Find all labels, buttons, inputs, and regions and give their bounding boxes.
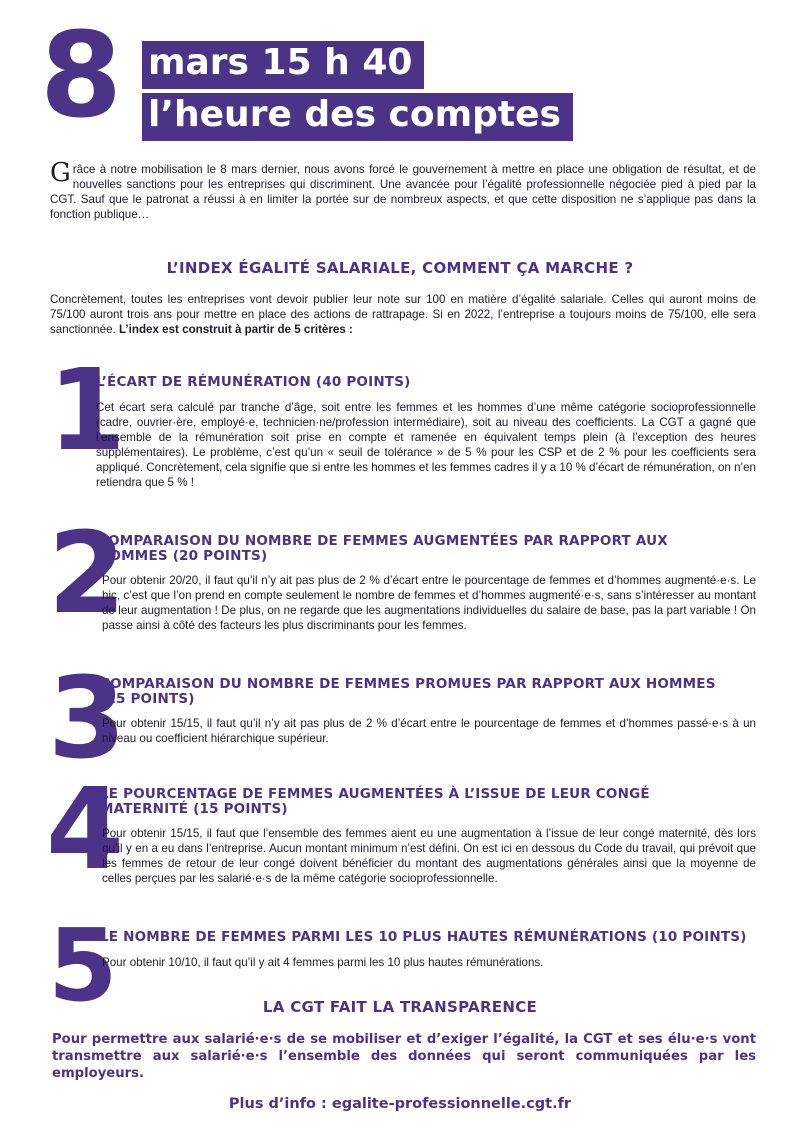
headline-line-2: l’heure des comptes (142, 93, 573, 141)
transparency-section-title: LA CGT FAIT LA TRANSPARENCE (262, 998, 538, 1016)
index-section-title: L’INDEX ÉGALITÉ SALARIALE, COMMENT ÇA MARCHE ? (166, 259, 634, 277)
criterion-3-title: COMPARAISON DU NOMBRE DE FEMMES PROMUES PAR RAPPORT AUX HOMMES (15 POINTS) (100, 676, 716, 707)
criterion-1-number: 1 (48, 346, 126, 476)
criterion-4-title: LE POURCENTAGE DE FEMMES AUGMENTÉES À L’ISSUE DE LEUR CONGÉ MATERNITÉ (15 POINTS) (100, 786, 650, 817)
index-section-paragraph (50, 292, 756, 337)
criterion-2-title: COMPARAISON DU NOMBRE DE FEMMES AUGMENTÉES PAR RAPPORT AUX HOMMES (20 POINTS) (98, 533, 668, 564)
intro-dropcap: G (50, 158, 71, 188)
criterion-2-body: Pour obtenir 20/20, il faut qu’il n’y ait pas plus de 2 % d’écart entre le pourcentage de femmes et d’hommes augmenté·e·s. Le hic, c’est que l’on prend en compte seulement le nombre de femmes et d’hommes augmenté·e·s, sans s’intéresser au montant de leur augmentation ! De plus, on ne regarde que les augmentations individuelles du salaire de base, pas la part variable ! On passe ainsi à côté des facteurs les plus discriminants pour les femmes. (102, 574, 756, 632)
index-section-text-bold: L’index est construit à partir de 5 critères : (118, 323, 353, 336)
intro-text: râce à notre mobilisation le 8 mars dernier, nous avons forcé le gouvernement à mettre en place une obligation de résultat, et de nouvelles sanctions pour les entreprises qui discriminent. Une avancée pour l’égalité professionnelle négociée pied à pied par la CGT. Sauf que le patronat a réussi à en limiter la portée sur de nombreux aspects, et que cette disposition ne s’applique pas dans la fonction publique… (50, 163, 756, 221)
criterion-2-number: 2 (48, 509, 126, 639)
criterion-1-body: Cet écart sera calculé par tranche d’âge, soit entre les femmes et les hommes d’une même catégorie socioprofessionnelle (cadre, ouvrier·ère, employé·e, technicien·ne/profession intermédiaire), soit au niveau des coefficients. La CGT a gagné que l’ensemble de la rémunération soit prise en compte et ramenée en équivalent temps plein (à l’exception des heures supplémentaires). Le problème, c’est qu’un « seuil de tolérance » de 5 % pour les CSP et de 2 % pour les coefficients sera appliqué. Concrètement, cela signifie que si entre les hommes et les femmes cadres il y a 10 % d’écart de rémunération, on n’en retiendra que 5 % ! (96, 401, 756, 489)
criterion-1-title: L’ÉCART DE RÉMUNÉRATION (40 POINTS) (96, 374, 411, 390)
index-section-text: Concrètement, toutes les entreprises vont devoir publier leur note sur 100 en matière d’égalité salariale. Celles qui auront moins de 75/100 auront trois ans pour mettre en place des actions de rattrapage. Si en 2022, l’entreprise a toujours moins de 75/100, elle sera sanctionnée. (50, 293, 756, 336)
criterion-3-number: 3 (48, 654, 126, 784)
footer-more-info: Plus d’info : egalite-professionnelle.cgt.fr (228, 1096, 572, 1112)
headline-line-1: mars 15 h 40 (142, 41, 424, 89)
transparency-paragraph: Pour permettre aux salarié·e·s de se mobiliser et d’exiger l’égalité, la CGT et ses élu·e·s vont transmettre aux salarié·e·s l’ensemble des données qui seront communiquées par les employeurs. (52, 1032, 756, 1081)
big-date-number: 8 (40, 6, 121, 144)
criterion-4-number: 4 (46, 765, 124, 895)
criterion-5-body: Pour obtenir 10/10, il faut qu’il y ait 4 femmes parmi les 10 plus hautes rémunérations. (102, 956, 544, 969)
criterion-5-number: 5 (48, 907, 118, 1024)
intro-paragraph (50, 158, 756, 222)
criterion-4-body: Pour obtenir 15/15, il faut que l’ensemble des femmes aient eu une augmentation à l’issue de leur congé maternité, dès lors qu’il y en a eu dans l’entreprise. Aucun montant minimum n’est défini. On est ici en dessous du Code du travail, qui prévoit que les femmes de retour de leur congé doivent bénéficier du montant des augmentations générales ainsi que la moyenne de celles perçues par les salarié·e·s de la même catégorie socioprofessionnelle. (102, 827, 756, 885)
criterion-5-title: LE NOMBRE DE FEMMES PARMI LES 10 PLUS HAUTES RÉMUNÉRATIONS (10 POINTS) (100, 929, 747, 945)
criterion-3-body: Pour obtenir 15/15, il faut qu’il n’y ait pas plus de 2 % d’écart entre le pourcentage de femmes et d’hommes passé·e·s à un niveau ou coefficient hiérarchique supérieur. (102, 717, 756, 745)
